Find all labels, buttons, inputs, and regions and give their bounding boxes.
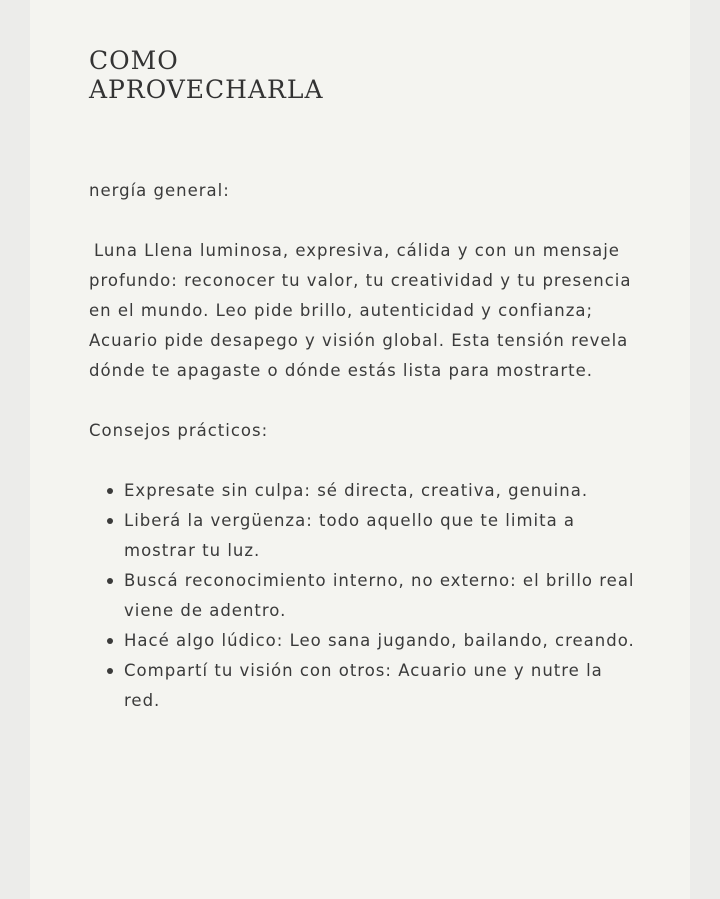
page-title-line-2: APROVECHARLA: [89, 75, 324, 104]
page-title: [89, 46, 324, 104]
tips-list-item: Liberá la vergüenza: todo aquello que te limita a mostrar tu luz.: [124, 506, 641, 566]
tips-heading: Consejos prácticos:: [89, 421, 269, 440]
tips-list-item: Buscá reconocimiento interno, no externo: el brillo real viene de adentro.: [124, 566, 641, 626]
energy-heading: nergía general:: [89, 181, 230, 200]
tips-list-item: Compartí tu visión con otros: Acuario une y nutre la red.: [124, 656, 641, 716]
energy-paragraph: Luna Llena luminosa, expresiva, cálida y con un mensaje profundo: reconocer tu valor, tu creatividad y tu presencia en el mundo. Leo pide brillo, autenticidad y confianza; Acuario pide desapego y visión global. Esta tensión revela dónde te apagaste o dónde estás lista para mostrarte.: [89, 241, 632, 380]
tips-list-item: Expresate sin culpa: sé directa, creativa, genuina.: [124, 476, 641, 506]
page-title-line-1: COMO: [89, 46, 179, 75]
page-card: [30, 0, 690, 899]
tips-list: [89, 476, 641, 716]
tips-list-item: Hacé algo lúdico: Leo sana jugando, bailando, creando.: [124, 626, 641, 656]
content-body: [89, 176, 641, 716]
